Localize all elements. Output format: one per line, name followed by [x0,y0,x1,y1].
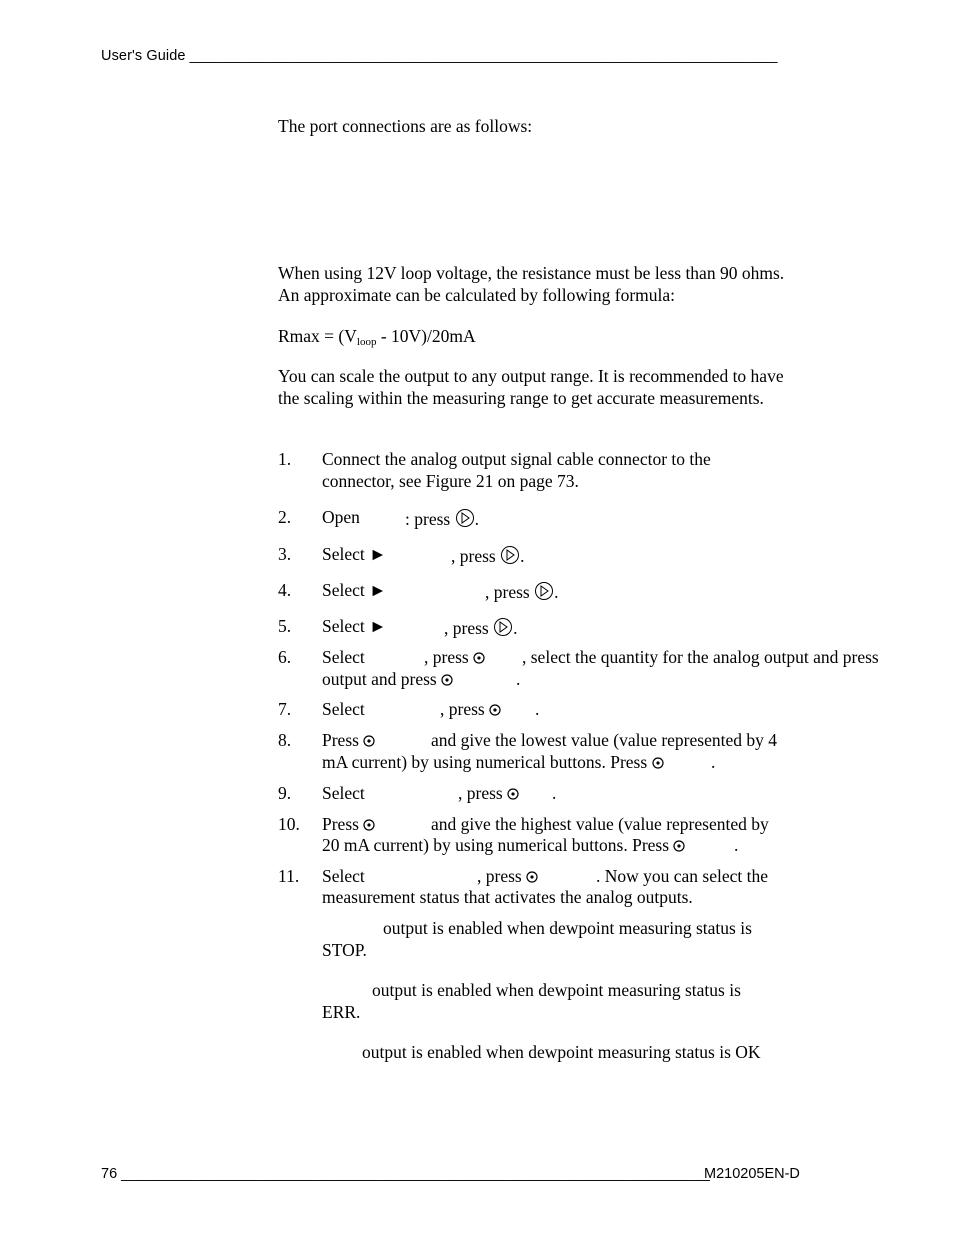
step-text: . [711,752,716,772]
function-key-icon [363,731,375,753]
loop-voltage-text: When using 12V loop voltage, the resistance must be less than 90 ohms. An approximate can be calculated by following formula: [278,263,785,305]
page-footer-number: 76 _________________________________________________________________________ [101,1166,710,1182]
step-text: Select ► [322,544,387,564]
step-text: Select ► [322,616,387,636]
step-text-part: mA current) by using numerical buttons. Press [322,752,648,772]
formula-subscript: loop [356,336,377,348]
step-text: Open [322,507,360,527]
function-key-icon [473,648,485,670]
step-text [477,866,538,889]
step-text: . [552,783,557,803]
step-text-part: , press [424,647,469,667]
intro-text: The port connections are as follows: [278,116,533,136]
step-text-part: , press [440,699,485,719]
status-note: ERR. [322,1002,361,1022]
step-number: 6. [278,647,292,667]
step-text [440,699,501,722]
step-text: Select ► [322,580,387,600]
step-text: . [734,835,739,855]
step-text [485,580,558,608]
step-number: 7. [278,699,292,719]
step-text-part: . [513,618,518,638]
step-text-part: , press [458,783,503,803]
step-number: 3. [278,544,292,564]
step-text: . [516,669,521,689]
step-text: Select [322,699,365,719]
page-header: User's Guide ________________________________________________________________________ [101,48,778,64]
arrow-button-icon [534,580,554,608]
step-text-part: , press [444,618,489,638]
step-text [322,669,453,692]
step-number: 8. [278,730,292,750]
step-text: Select [322,783,365,803]
document-code: M210205EN-D [704,1166,800,1182]
step-text-part: , press [485,582,530,602]
status-note: output is enabled when dewpoint measuring status is [383,918,752,938]
step-text: measurement status that activates the analog outputs. [322,887,693,907]
step-number: 10. [278,814,300,834]
step-number: 1. [278,449,292,469]
step-text-part: . [474,509,479,529]
step-text: , select the quantity for the analog output and press [522,647,879,667]
step-text [424,647,485,670]
step-number: 5. [278,616,292,636]
step-text: . [535,699,540,719]
scaling-text: You can scale the output to any output range. It is recommended to have the scaling within the measuring range to get accurate measurements. [278,366,784,408]
formula-prefix: Rmax = (V [278,326,357,346]
function-key-icon [526,867,538,889]
step-text: . Now you can select the [596,866,769,886]
step-text-part: . [554,582,559,602]
function-key-icon [363,815,375,837]
step-text-part: Press [322,814,359,834]
step-text-part: 20 mA current) by using numerical buttons. Press [322,835,670,855]
step-text [322,730,375,753]
step-text [451,544,524,572]
step-text: and give the lowest value (value represented by 4 [431,730,777,750]
step-text [322,752,664,775]
function-key-icon [673,836,685,858]
step-number: 11. [278,866,300,886]
step-text-part: Press [322,730,359,750]
status-note: output is enabled when dewpoint measuring status is OK [362,1042,761,1062]
arrow-button-icon [455,507,475,535]
step-text-part: : press [405,509,451,529]
function-key-icon [507,784,519,806]
function-key-icon [489,700,501,722]
step-text [458,783,519,806]
step-number: 4. [278,580,292,600]
step-text [405,507,479,535]
status-note: output is enabled when dewpoint measuring status is [372,980,741,1000]
step-text [322,814,375,837]
step-text-part: output and press [322,669,437,689]
arrow-button-icon [493,616,513,644]
step-text-part: , press [451,546,496,566]
formula [278,326,476,354]
step-text [322,835,685,858]
step-text-part: . [520,546,525,566]
step-text: Connect the analog output signal cable connector to the connector, see Figure 21 on page 73. [322,449,711,491]
status-note: STOP. [322,940,367,960]
step-number: 2. [278,507,292,527]
function-key-icon [441,670,453,692]
step-text: Select [322,866,365,886]
arrow-button-icon [500,544,520,572]
formula-suffix: - 10V)/20mA [376,326,476,346]
step-number: 9. [278,783,292,803]
step-text: and give the highest value (value represented by [431,814,769,834]
function-key-icon [652,753,664,775]
step-text-part: , press [477,866,522,886]
step-text: Select [322,647,365,667]
step-text [444,616,517,644]
